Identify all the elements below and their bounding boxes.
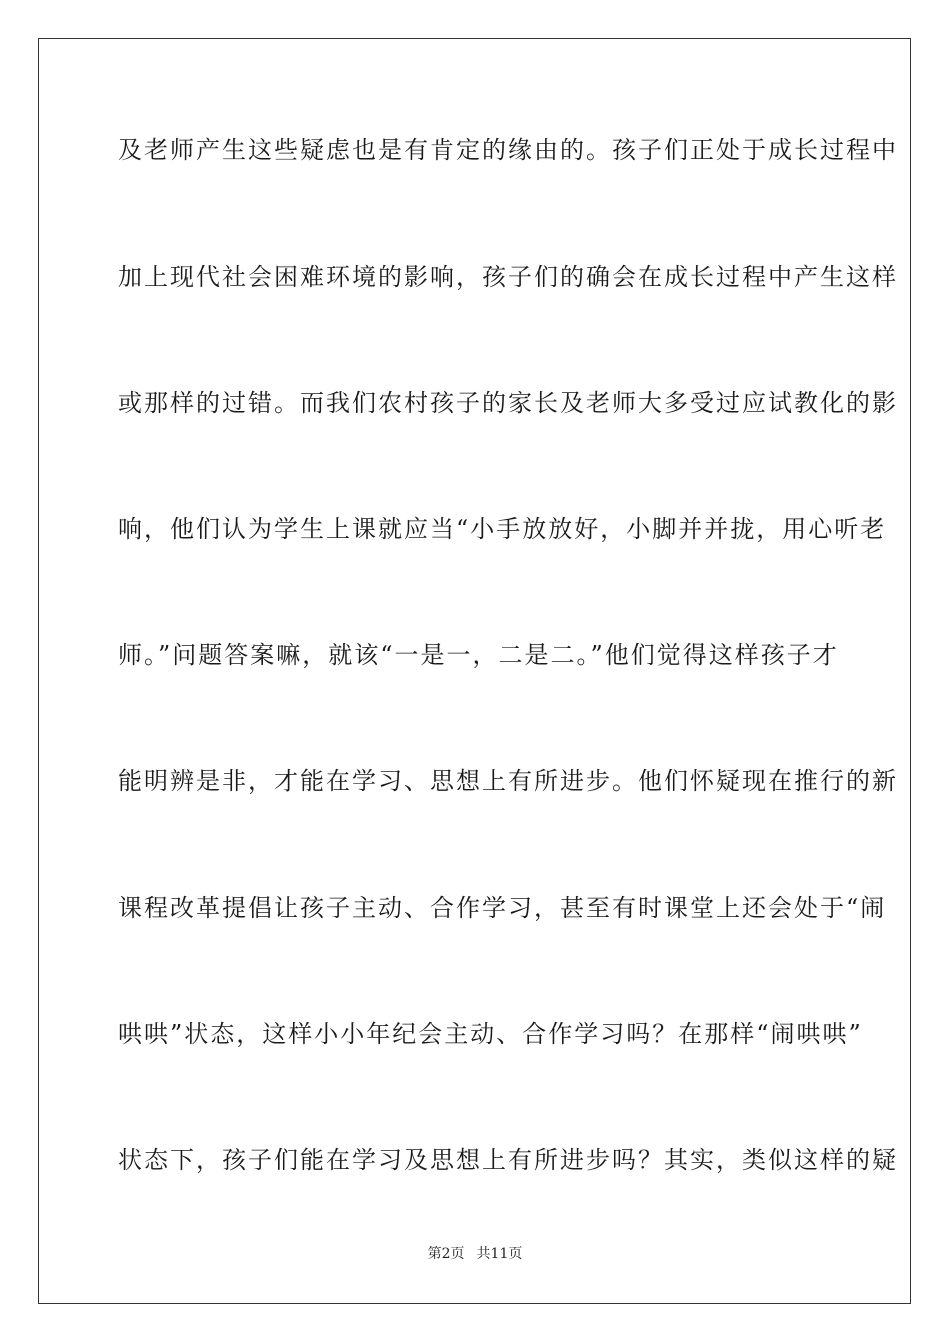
text-line: 或那样的过错。而我们农村孩子的家长及老师大多受过应试教化的影	[118, 389, 898, 417]
page-footer	[0, 1245, 950, 1263]
text-line: 能明辨是非，才能在学习、思想上有所进步。他们怀疑现在推行的新	[118, 767, 898, 795]
text-line: 课程改革提倡让孩子主动、合作学习，甚至有时课堂上还会处于“闹	[118, 894, 887, 922]
page-border	[38, 38, 911, 1304]
text-line: 哄哄”状态，这样小小年纪会主动、合作学习吗？在那样“闹哄哄”	[118, 1020, 863, 1048]
page-total: 共11页	[476, 1246, 523, 1262]
text-line: 加上现代社会困难环境的影响，孩子们的确会在成长过程中产生这样	[118, 263, 898, 291]
page-number: 第2页	[427, 1246, 465, 1262]
text-line: 及老师产生这些疑虑也是有肯定的缘由的。孩子们正处于成长过程中	[118, 136, 898, 164]
text-line: 状态下，孩子们能在学习及思想上有所进步吗？其实，类似这样的疑	[118, 1146, 898, 1174]
text-line: 师。”问题答案嘛，就该“一是一，二是二。”他们觉得这样孩子才	[118, 641, 839, 669]
text-line: 响，他们认为学生上课就应当“小手放放好，小脚并并拢，用心听老	[118, 515, 887, 543]
